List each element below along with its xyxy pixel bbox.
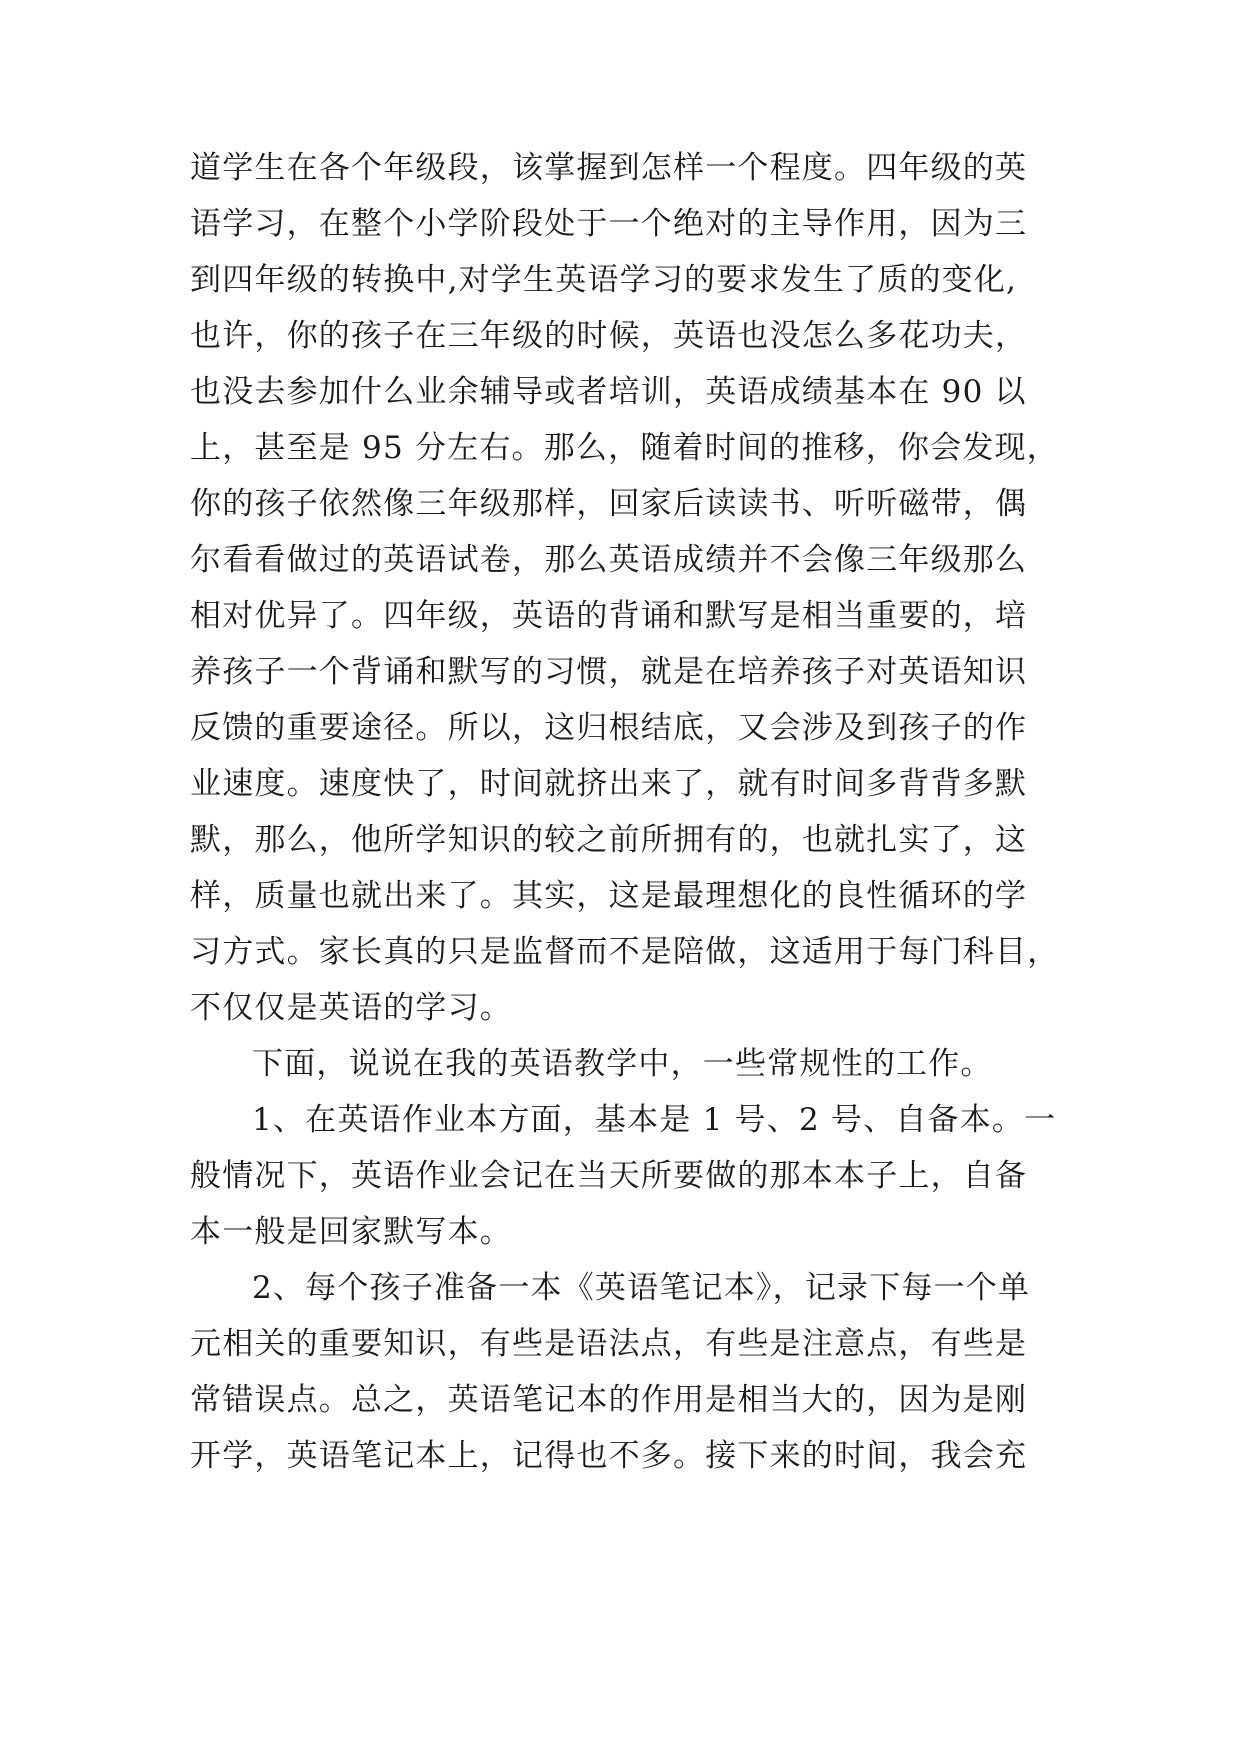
text-line: 习方式。家长真的只是监督而不是陪做，这适用于每门科目， <box>190 934 1060 970</box>
text-line: 业速度。速度快了，时间就挤出来了，就有时间多背背多默 <box>190 766 1028 802</box>
text-line: 开学，英语笔记本上，记得也不多。接下来的时间，我会充 <box>190 1438 1028 1474</box>
text-line: 语学习，在整个小学阶段处于一个绝对的主导作用，因为三 <box>190 206 1028 242</box>
text-line: 道学生在各个年级段，该掌握到怎样一个程度。四年级的英 <box>190 150 1028 186</box>
text-line: 尔看看做过的英语试卷，那么英语成绩并不会像三年级那么 <box>190 542 1028 578</box>
list-item-1-first-line: 1、在英语作业本方面，基本是 1 号、2 号、自备本。一 <box>252 1102 1057 1138</box>
text-line: 默，那么，他所学知识的较之前所拥有的，也就扎实了，这 <box>190 822 1028 858</box>
text-line: 相对优异了。四年级，英语的背诵和默写是相当重要的，培 <box>190 598 1028 634</box>
text-line: 养孩子一个背诵和默写的习惯，就是在培养孩子对英语知识 <box>190 654 1028 690</box>
text-line: 也许，你的孩子在三年级的时候，英语也没怎么多花功夫， <box>190 318 1028 354</box>
text-line: 样，质量也就出来了。其实，这是最理想化的良性循环的学 <box>190 878 1028 914</box>
text-line: 元相关的重要知识，有些是语法点，有些是注意点，有些是 <box>190 1326 1028 1362</box>
text-line: 也没去参加什么业余辅导或者培训，英语成绩基本在 90 以 <box>190 374 1027 410</box>
text-line: 常错误点。总之，英语笔记本的作用是相当大的，因为是刚 <box>190 1382 1028 1418</box>
text-line: 你的孩子依然像三年级那样，回家后读读书、听听磁带，偶 <box>190 486 1028 522</box>
list-item-2-first-line: 2、每个孩子准备一本《英语笔记本》，记录下每一个单 <box>252 1270 1031 1306</box>
text-line: 到四年级的转换中,对学生英语学习的要求发生了质的变化, <box>190 262 1018 298</box>
text-line: 般情况下，英语作业会记在当天所要做的那本本子上，自备 <box>190 1158 1028 1194</box>
text-line: 上，甚至是 95 分左右。那么，随着时间的推移，你会发现， <box>190 430 1059 466</box>
paragraph-first-line: 下面，说说在我的英语教学中，一些常规性的工作。 <box>252 1046 993 1082</box>
text-line: 本一般是回家默写本。 <box>190 1214 512 1250</box>
text-line: 不仅仅是英语的学习。 <box>190 990 512 1026</box>
text-line: 反馈的重要途径。所以，这归根结底，又会涉及到孩子的作 <box>190 710 1028 746</box>
